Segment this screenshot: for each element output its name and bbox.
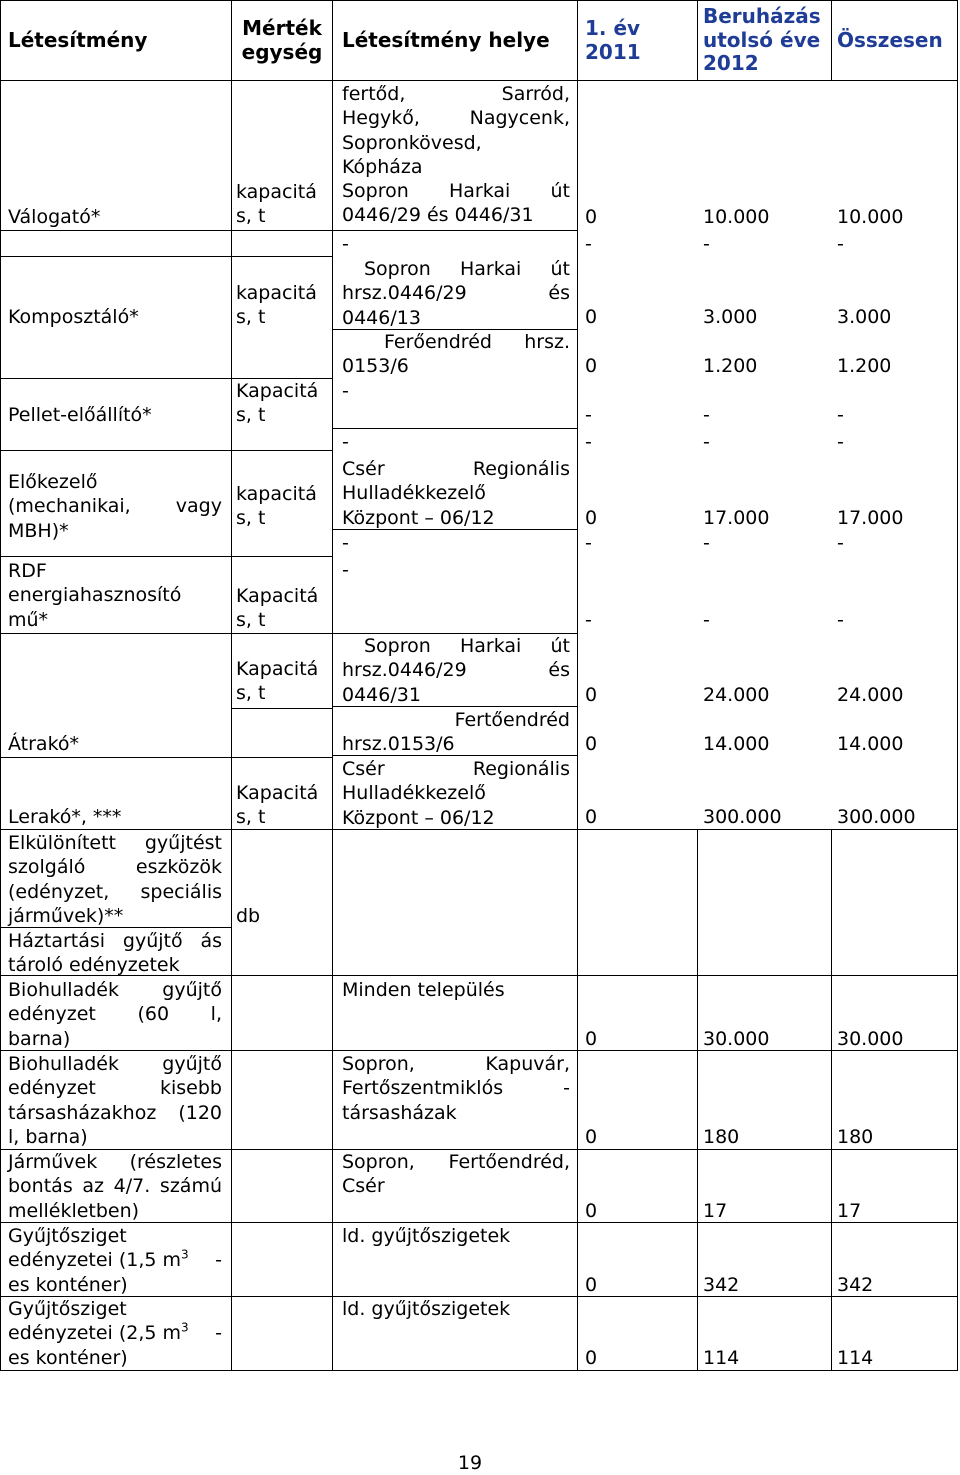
row-komposztalo-place: Sopron Harkai út hrsz.0446/29 és 0446/13 [342,258,570,329]
row-valogato-unit: kapacitá s, t [236,181,317,228]
row-bio60-name: Biohulladék gyűjtő edényzet (60 l, barna) [8,979,222,1050]
row-valogato-total: 10.000 [837,206,904,228]
row-bio60-total: 30.000 [837,1028,904,1050]
row-elokezelo-2011: 0 [585,507,598,529]
row-atrako2-2012: 14.000 [703,733,770,755]
row-elokezelo-name: Előkezelő (mechanikai, vagy MBH)* [8,471,222,542]
row-gy25-2011: 0 [585,1347,598,1369]
row-gy15-total: 342 [837,1274,874,1296]
row-pellet-2011: - [585,404,592,426]
row-rdf-2012: - [703,609,710,631]
row-atrako1-2012: 24.000 [703,684,770,706]
row-pellet-unit: Kapacitá s, t [236,380,319,427]
row-atrako2-place: Fertőendréd hrsz.0153/6 [342,709,570,756]
row-valogato-2011: 0 [585,206,598,228]
header-year-2011: 1. év 2011 [585,16,641,64]
row-dash3-2012: - [703,532,710,554]
row-gy15-2012: 342 [703,1274,740,1296]
row-dash3-2011: - [585,532,592,554]
row-rdf-2011: - [585,609,592,631]
row-komposztalo-unit: kapacitá s, t [236,282,317,329]
row-fertoendred1-2012: 1.200 [703,355,758,377]
row-dash2-total: - [837,431,844,453]
row-pellet-place: - [342,380,349,402]
row-lerako-2012: 300.000 [703,806,782,828]
row-valogato-place: fertőd, Sarród, Hegykő, Nagycenk, Sopronkövesd, Kópháza Sopron Harkai út 0446/29 és 0446/31 [342,83,570,227]
row-gy15-2011: 0 [585,1274,598,1296]
row-valogato-2012: 10.000 [703,206,770,228]
row-komposztalo-total: 3.000 [837,306,892,328]
row-komposztalo-2011: 0 [585,306,598,328]
row-komposztalo-2012: 3.000 [703,306,758,328]
row-jarmuvek-total: 17 [837,1200,862,1222]
row-dash3-place: - [342,532,349,554]
row-atrako2-2011: 0 [585,733,598,755]
row-fertoendred1-total: 1.200 [837,355,892,377]
row-elokezelo-2012: 17.000 [703,507,770,529]
row-dash1-place: - [342,233,349,255]
row-lerako-2011: 0 [585,806,598,828]
row-bio60-place: Minden település [342,979,505,1001]
row-jarmuvek-2011: 0 [585,1200,598,1222]
row-jarmuvek-name: Járművek (részletes bontás az 4/7. számú mellékletben) [8,1151,222,1222]
row-bio120-2011: 0 [585,1126,598,1148]
header-total: Összesen [837,28,943,52]
row-atrako-name: Átrakó* [8,733,80,755]
header-location: Létesítmény helye [342,28,550,52]
row-jarmuvek-place: Sopron, Fertőendréd, Csér [342,1151,570,1198]
row-atrako1-2011: 0 [585,684,598,706]
row-bio120-name: Biohulladék gyűjtő edényzet kisebb társasházakhoz (120 l, barna) [8,1053,222,1148]
page-number: 19 [457,1452,483,1474]
row-elokezelo-place: Csér Regionális Hulladékkezelő Központ – 06/12 [342,458,570,529]
row-rdf-name: RDF energiahasznosító mű* [8,560,182,631]
row-lerako-name: Lerakó*, *** [8,806,122,828]
row-atrako2-total: 14.000 [837,733,904,755]
row-elokezelo-total: 17.000 [837,507,904,529]
row-jarmuvek-2012: 17 [703,1200,728,1222]
row-rdf-place: - [342,559,349,581]
row-atrako1-total: 24.000 [837,684,904,706]
row-valogato-name: Válogató* [8,206,101,228]
row-dash2-place: - [342,431,349,453]
header-facility: Létesítmény [8,28,148,52]
row-elkulonitett-name: Elkülönített gyűjtést szolgáló eszközök (edényzet, speciális járművek)** [8,832,222,927]
row-lerako-place: Csér Regionális Hulladékkezelő Központ – 06/12 [342,758,570,829]
row-dash1-total: - [837,233,844,255]
row-lerako-unit: Kapacitá s, t [236,782,319,829]
header-unit: Mérték egység [241,16,323,64]
row-dash2-2011: - [585,431,592,453]
row-rdf-total: - [837,609,844,631]
row-fertoendred1-place: Ferőendréd hrsz. 0153/6 [342,331,570,378]
row-gy15-name: Gyűjtősziget edényzetei (1,5 $m^3$ - es konténer) [8,1225,222,1296]
row-bio120-2012: 180 [703,1126,740,1148]
row-atrako-unit: Kapacitá s, t [236,658,319,705]
row-dash3-total: - [837,532,844,554]
row-fertoendred1-2011: 0 [585,355,598,377]
row-gy15-place: ld. gyűjtőszigetek [342,1225,511,1247]
row-atrako1-place: Sopron Harkai út hrsz.0446/29 és 0446/31 [342,635,570,706]
row-gy25-name: Gyűjtősziget edényzetei (2,5 $m^3$ - es konténer) [8,1298,222,1369]
row-bio60-2012: 30.000 [703,1028,770,1050]
row-dash2-2012: - [703,431,710,453]
row-bio120-place: Sopron, Kapuvár, Fertőszentmiklós - társasházak [342,1053,570,1124]
row-gy25-place: ld. gyűjtőszigetek [342,1298,511,1320]
header-last-year: Beruházás utolsó éve 2012 [703,4,821,75]
row-pellet-2012: - [703,404,710,426]
row-dash1-2011: - [585,233,592,255]
row-pellet-name: Pellet-előállító* [8,404,152,426]
row-elokezelo-unit: kapacitá s, t [236,483,317,530]
row-lerako-total: 300.000 [837,806,916,828]
row-gy25-2012: 114 [703,1347,740,1369]
row-elkulonitett-unit: db [236,905,261,927]
row-dash1-2012: - [703,233,710,255]
row-bio120-total: 180 [837,1126,874,1148]
row-bio60-2011: 0 [585,1028,598,1050]
row-gy25-total: 114 [837,1347,874,1369]
row-komposztalo-name: Komposztáló* [8,306,139,328]
row-pellet-total: - [837,404,844,426]
row-rdf-unit: Kapacitá s, t [236,585,319,632]
row-haztartasi-name: Háztartási gyűjtő ás tároló edényzetek [8,930,222,977]
